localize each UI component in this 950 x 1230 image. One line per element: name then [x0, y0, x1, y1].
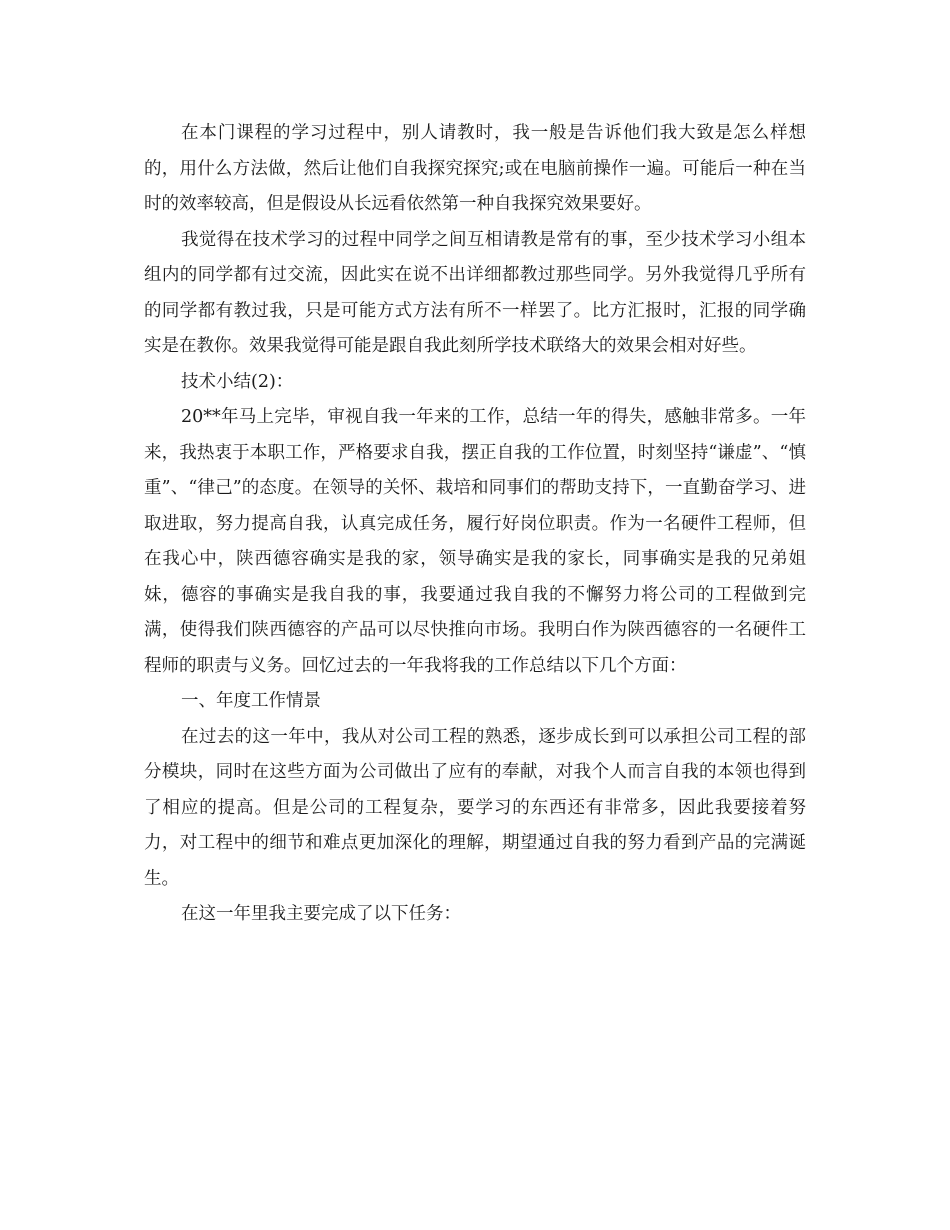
paragraph-annual-work-detail: 在过去的这一年中，我从对公司工程的熟悉，逐步成长到可以承担公司工程的部分模块，同时在这些方面为公司做出了应有的奉献，对我个人而言自我的本领也得到了相应的提高。但是公司的工程复杂，要学习的东西还有非常多，因此我要接着努力，对工程中的细节和难点更加深化的理解，期望通过自我的努力看到产品的完满诞生。 [144, 726, 806, 889]
paragraph-tasks-intro: 在这一年里我主要完成了以下任务： [181, 904, 461, 924]
paragraph-year-review: 20**年马上完毕，审视自我一年来的工作，总结一年的得失，感触非常多。一年来，我热衷于本职工作，严格要求自我，摆正自我的工作位置，时刻坚持“谦虚”、“慎重”、“律己”的态度。在领导的关怀、栽培和同事们的帮助支持下，一直勤奋学习、进取进取，努力提高自我，认真完成任务，履行好岗位职责。作为一名硬件工程师，但在我心中，陕西德容确实是我的家，领导确实是我的家长，同事确实是我的兄弟姐妹，德容的事确实是我自我的事，我要通过我自我的不懈努力将公司的工程做到完满，使得我们陕西德容的产品可以尽快推向市场。我明白作为陕西德容的一名硬件工程师的职责与义务。回忆过去的一年我将我的工作总结以下几个方面： [144, 407, 806, 676]
document-body [144, 116, 806, 933]
section-heading-tech-summary-2: 技术小结(2)： [181, 371, 294, 392]
paragraph-peer-learning: 我觉得在技术学习的过程中同学之间互相请教是常有的事，至少技术学习小组本组内的同学都有过交流，因此实在说不出详细都教过那些同学。另外我觉得几乎所有的同学都有教过我，只是可能方式方法有所不一样罢了。比方汇报时，汇报的同学确实是在教你。效果我觉得可能是跟自我此刻所学技术联络大的效果会相对好些。 [144, 229, 806, 356]
paragraph-help-classmates: 在本门课程的学习过程中，别人请教时，我一般是告诉他们我大致是怎么样想的，用什么方法做，然后让他们自我探究探究;或在电脑前操作一遍。可能后一种在当时的效率较高，但是假设从长远看依然第一种自我探究效果要好。 [144, 123, 806, 214]
section-heading-annual-work: 一、年度工作情景 [181, 691, 321, 711]
